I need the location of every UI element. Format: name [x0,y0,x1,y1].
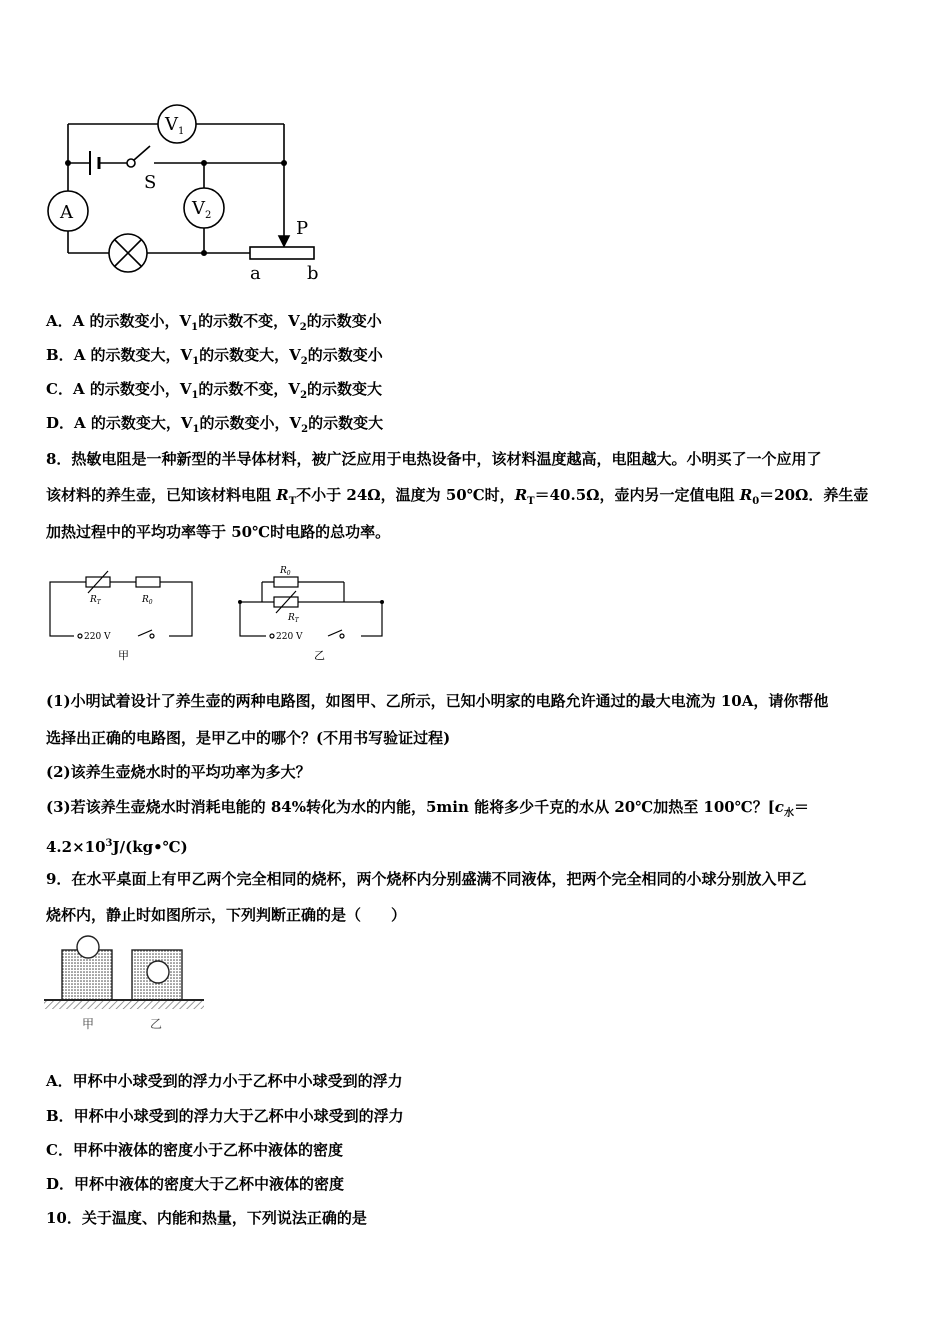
jia-voltage-label: 220 V [84,632,111,642]
switch-label: S [144,172,157,193]
q8-sub3-line-2: $4.2\times 10^3J/(kg•℃)$ [46,838,188,856]
q8-line-1: 8．热敏电阻是一种新型的半导体材料，被广泛应用于电热设备中，该材料温度越高，电阻越大。小明买了一个应用了 [46,450,822,468]
slider-label: P [296,218,309,239]
v2-label: $V_2$ [192,198,212,221]
q9-option-d[interactable]: D．甲杯中液体的密度大于乙杯中液体的密度 [46,1175,345,1193]
ammeter-label: A [60,202,73,223]
q8-sub3-line-1: (3)若该养生壶烧水时消耗电能的 84%转化为水的内能，5min 能将多少千克的水从 20℃加热至 100℃？[$c_水=$ [46,798,809,819]
q8-sub1-line-1: (1)小明试着设计了养生壶的两种电路图，如图甲、乙所示，已知小明家的电路允许通过的最大电流为 10A，请你帮他 [46,692,829,710]
q7-option-d[interactable]: D．A 的示数变大，$V_1$的示数变小，$V_2$的示数变大 [46,414,384,435]
yi-caption: 乙 [314,649,325,662]
jia-rt-label: $R_T$ [90,595,101,606]
q8-sub1-line-2: 选择出正确的电路图，是甲乙中的哪个？(不用书写验证过程) [46,729,451,747]
q8-line-2: 该材料的养生壶，已知该材料电阻 $R_T$不小于 24Ω，温度为 50℃时，$R_T=40.5\Omega$，壶内另一定值电阻 $R_0=20\Omega$．养生壶 [46,486,869,507]
yi-voltage-label: 220 V [276,632,303,642]
q9-option-b[interactable]: B．甲杯中小球受到的浮力大于乙杯中小球受到的浮力 [46,1107,404,1125]
end-b-label: b [307,263,319,284]
yi-rt-label: $R_T$ [288,613,299,624]
v1-label: $V_1$ [165,114,185,137]
q7-option-c[interactable]: C．A 的示数变小，$V_1$的示数不变，$V_2$的示数变大 [46,380,383,401]
beaker-jia-caption: 甲 [82,1017,95,1031]
circuit-figure-1 [44,96,334,286]
end-a-label: a [250,263,261,284]
circuit-figure-2 [44,560,394,665]
q8-line-3: 加热过程中的平均功率等于 50℃时电路的总功率。 [46,523,391,541]
jia-r0-label: $R_0$ [142,595,153,606]
beaker-yi-caption: 乙 [150,1017,163,1031]
q9-option-c[interactable]: C．甲杯中液体的密度小于乙杯中液体的密度 [46,1141,343,1159]
q9-line-1: 9．在水平桌面上有甲乙两个完全相同的烧杯，两个烧杯内分别盛满不同液体，把两个完全相同的小球分别放入甲乙 [46,870,807,888]
yi-r0-label: $R_0$ [280,566,291,577]
q7-option-b[interactable]: B．A 的示数变大，$V_1$的示数变大，$V_2$的示数变小 [46,346,383,367]
q9-option-a[interactable]: A．甲杯中小球受到的浮力小于乙杯中小球受到的浮力 [46,1072,403,1090]
q7-option-a[interactable]: A．A 的示数变小，$V_1$的示数不变，$V_2$的示数变小 [46,312,382,333]
jia-caption: 甲 [118,649,129,662]
beaker-figure [44,932,210,1038]
q10-line-1: 10．关于温度、内能和热量，下列说法正确的是 [46,1209,367,1227]
q8-sub2: (2)该养生壶烧水时的平均功率为多大？ [46,763,311,781]
q9-line-2: 烧杯内，静止时如图所示，下列判断正确的是（ ） [46,906,407,924]
